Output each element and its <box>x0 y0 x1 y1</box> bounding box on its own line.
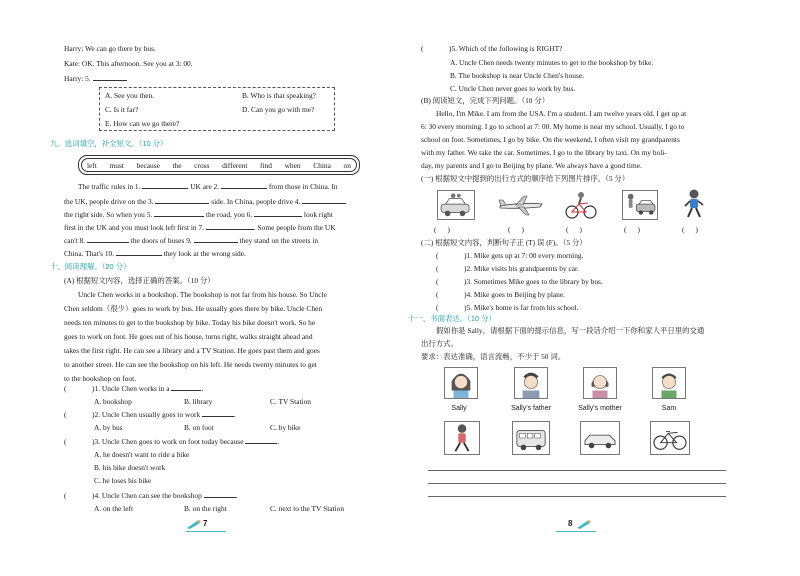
cloze-line: China. That's 10. they look at the wrong side. <box>64 249 246 258</box>
q3-option-a: A. he doesn't want to ride a bike <box>94 450 190 459</box>
passage-line: goes to work on foot. He goes out of his house, turns right, walks straight ahead and <box>64 332 313 341</box>
word-find: find <box>260 160 272 170</box>
passage-line: Chen seldom（很少）goes to work by bus. He usually goes there by bike. Uncle Chen <box>64 304 323 313</box>
order-paren-4[interactable]: ( ) <box>624 225 641 234</box>
writing-requirement: 要求：表达准确，语言流畅，不少于 50 词。 <box>421 352 566 361</box>
pencil-icon <box>576 519 592 529</box>
part-b2-title: (二) 根据短文内容，判断句子正 (T) 误 (F)。（5 分） <box>421 238 587 247</box>
cloze-blank-9[interactable] <box>194 235 238 243</box>
word-china: China <box>313 160 331 170</box>
word-bank-inner <box>81 158 357 172</box>
cloze-blank-5[interactable] <box>154 209 204 217</box>
page-number-underline <box>186 531 226 532</box>
q5-option-b: B. The bookshop is near Uncle Chen's house. <box>450 71 585 80</box>
cloze-blank-10[interactable] <box>116 248 162 256</box>
cloze-line: the right side. So when you 5. the road, you 6. look right <box>64 210 333 219</box>
option-b: B. Who is that speaking? <box>242 91 316 100</box>
father-portrait <box>514 367 548 399</box>
word-because: because <box>136 160 160 170</box>
passage-line: takes the first right. He can see a library and a TV Station. He goes past them and goes <box>64 346 320 355</box>
writing-line[interactable] <box>428 470 726 471</box>
caption-sam: Sam <box>661 405 677 412</box>
answer-blank[interactable] <box>204 490 236 498</box>
answer-paren[interactable]: ( <box>436 251 439 260</box>
word-when: when <box>284 160 301 170</box>
option-e: E. How can we go there? <box>105 119 180 128</box>
passage-line: to another street. He can see the bookshop on his left. He needs twenty minutes to get <box>64 360 317 369</box>
answer-blank[interactable] <box>171 383 201 391</box>
dialogue-line-1: Harry: We can go there by bus. <box>64 44 156 53</box>
walking-boy-picture <box>677 188 711 220</box>
q4-option-b: B. on the right <box>184 504 227 513</box>
caption-sally: Sally <box>451 405 467 412</box>
question-3: ( )3. Uncle Chen goes to work on foot today because . <box>64 437 280 446</box>
mother-portrait <box>583 367 617 399</box>
q1-option-b: B. library <box>184 397 213 406</box>
passage-line: school on foot. Sometimes, I go by bike. On the weekend, I often visit my grandparents <box>421 135 680 144</box>
question-1: ( )1. Uncle Chen works in a . <box>64 384 204 393</box>
passage-line: with my father. We take the car. Sometimes, I go to the library by taxi. On my holi- <box>421 148 667 157</box>
passage-line: day, my parents and I go to Beijing by plane. We always have a good time. <box>421 161 642 170</box>
word-on: on <box>343 160 351 170</box>
order-paren-3[interactable]: ( ) <box>566 225 583 234</box>
part-b1-title: (一) 根据短文中提到的出行方式的顺序给下列图片排序。（5 分） <box>421 174 630 183</box>
answer-paren[interactable]: ( <box>64 410 67 419</box>
tf-5: ( )5. Mike's home is far from his school. <box>436 303 579 312</box>
q4-option-a: A. on the left <box>94 504 133 513</box>
taxi-person-picture <box>622 190 658 220</box>
order-paren-2[interactable]: ( ) <box>508 225 525 234</box>
answer-paren[interactable]: ( <box>64 491 67 500</box>
car-picture <box>580 421 620 455</box>
q3-option-b: B. his bike doesn't work <box>94 463 166 472</box>
question-4: ( )4. Uncle Chen can see the bookshop . <box>64 491 238 500</box>
q1-option-c: C. TV Station <box>270 397 311 406</box>
cloze-blank-4[interactable] <box>302 196 346 204</box>
dialogue-line-3: Harry: 5. <box>64 73 127 84</box>
cloze-blank-8[interactable] <box>87 235 129 243</box>
q5-option-c: C. Uncle Chen never goes to work by bus. <box>450 84 576 93</box>
part-b-title: (B) 阅读短文，完成下列问题。（10 分） <box>421 96 550 105</box>
answer-paren[interactable]: ( <box>64 437 67 446</box>
cloze-blank-2[interactable] <box>221 181 267 189</box>
cloze-blank-6[interactable] <box>254 209 302 217</box>
part-a-title: (A) 根据短文内容，选择正确的答案。（10 分） <box>64 276 215 285</box>
walking-picture <box>444 421 480 455</box>
tf-1: ( )1. Mike gets up at 7: 00 every morning. <box>436 251 584 260</box>
order-paren-5[interactable]: ( ) <box>682 225 699 234</box>
cloze-line: the UK, people drive on the 3. side. In China, people drive 4. <box>64 196 346 207</box>
q2-option-b: B. on foot <box>184 423 214 432</box>
page-number-7: 7 <box>203 519 208 528</box>
word-the: the <box>172 160 182 170</box>
options-box <box>99 87 335 131</box>
answer-paren[interactable]: ( <box>436 290 439 299</box>
cloze-line: can't 8. the doors of buses 9. they stand on the streets in <box>64 236 319 245</box>
page-number-underline <box>556 531 596 532</box>
section-10-title: 十、阅读理解。（20 分） <box>50 262 131 271</box>
section-9-title: 九、选词填空，补全短文。（10 分） <box>50 139 168 148</box>
order-paren-1[interactable]: ( ) <box>434 225 451 234</box>
passage-line: needs ten minutes to get to the bookshop by bike. Today his bike doesn't work. So he <box>64 318 316 327</box>
q3-option-c: C. he loses his bike <box>94 476 152 485</box>
option-c: C. Is it far? <box>105 105 139 114</box>
option-d: D. Can you go with me? <box>242 105 315 114</box>
cloze-blank-7[interactable] <box>206 222 254 230</box>
answer-paren[interactable]: ( <box>436 264 439 273</box>
word-cross: cross <box>194 160 210 170</box>
caption-mother: Sally's mother <box>578 405 622 412</box>
answer-paren[interactable]: ( <box>421 44 424 53</box>
answer-blank[interactable] <box>245 436 277 444</box>
bicycle-picture <box>650 421 690 455</box>
bus-picture <box>512 421 550 455</box>
passage-line: 6: 30 every morning. I go to school at 7: 00. My home is near my school. Usually, I go to <box>421 122 685 131</box>
writing-line[interactable] <box>428 483 726 484</box>
sally-portrait <box>444 367 478 399</box>
question-2: ( )2. Uncle Chen usually goes to work . <box>64 410 236 419</box>
q4-option-c: C. next to the TV Station <box>270 504 345 513</box>
cloze-blank-1[interactable] <box>142 181 188 189</box>
writing-instruction-2: 出行方式。 <box>421 339 458 348</box>
sam-portrait <box>652 367 686 399</box>
q5-option-a: A. Uncle Chen needs twenty minutes to get to the bookshop by bike. <box>450 58 654 67</box>
answer-blank[interactable] <box>202 409 234 417</box>
word-bank <box>78 155 360 175</box>
cloze-blank-3[interactable] <box>155 196 209 204</box>
q1-option-a: A. bookshop <box>94 397 132 406</box>
writing-line[interactable] <box>428 496 726 497</box>
tf-2: ( )2. Mike visits his grandparents by car. <box>436 264 579 273</box>
passage-line: Hello, I'm Mike. I am from the USA. I'm a student. I am twelve years old. I get up at <box>436 109 687 118</box>
word-left: left <box>87 160 97 170</box>
section-11-title: 十一、书面表达。（10 分） <box>408 314 496 323</box>
caption-father: Sally's father <box>511 405 551 412</box>
cloze-line: first in the UK and you must look left first in 7. . Some people from the UK <box>64 223 336 232</box>
word-must: must <box>109 160 124 170</box>
cloze-line: The traffic rules in 1. UK are 2. from those in China. In <box>78 182 338 191</box>
passage-line: to the bookshop on foot. <box>64 374 137 383</box>
writing-instruction-1: 假如你是 Sally，请根据下面的提示信息，写一段话介绍一下你和家人平日里的交通 <box>436 326 705 335</box>
bike-rider-picture <box>564 190 598 220</box>
question-5: ( )5. Which of the following is RIGHT? <box>421 44 563 53</box>
q2-option-a: A. by bus <box>94 423 123 432</box>
q2-option-c: C. by bike <box>270 423 301 432</box>
dialogue-line-2: Kate: OK. This afternoon. See you at 3: 00. <box>64 59 193 68</box>
answer-paren[interactable]: ( <box>64 384 67 393</box>
word-different: different <box>222 160 248 170</box>
page-number-8: 8 <box>568 519 573 528</box>
passage-line: Uncle Chen works in a bookshop. The bookshop is not far from his house. So Uncle <box>78 290 327 299</box>
plane-picture <box>496 190 546 220</box>
option-a: A. See you then. <box>105 91 155 100</box>
car-family-picture <box>437 190 475 220</box>
answer-blank[interactable] <box>93 73 127 81</box>
answer-paren[interactable]: ( <box>436 303 439 312</box>
tf-4: ( )4. Mike goes to Beijing by plane. <box>436 290 565 299</box>
answer-paren[interactable]: ( <box>436 277 439 286</box>
tf-3: ( )3. Sometimes Mike goes to the library by bus. <box>436 277 603 286</box>
